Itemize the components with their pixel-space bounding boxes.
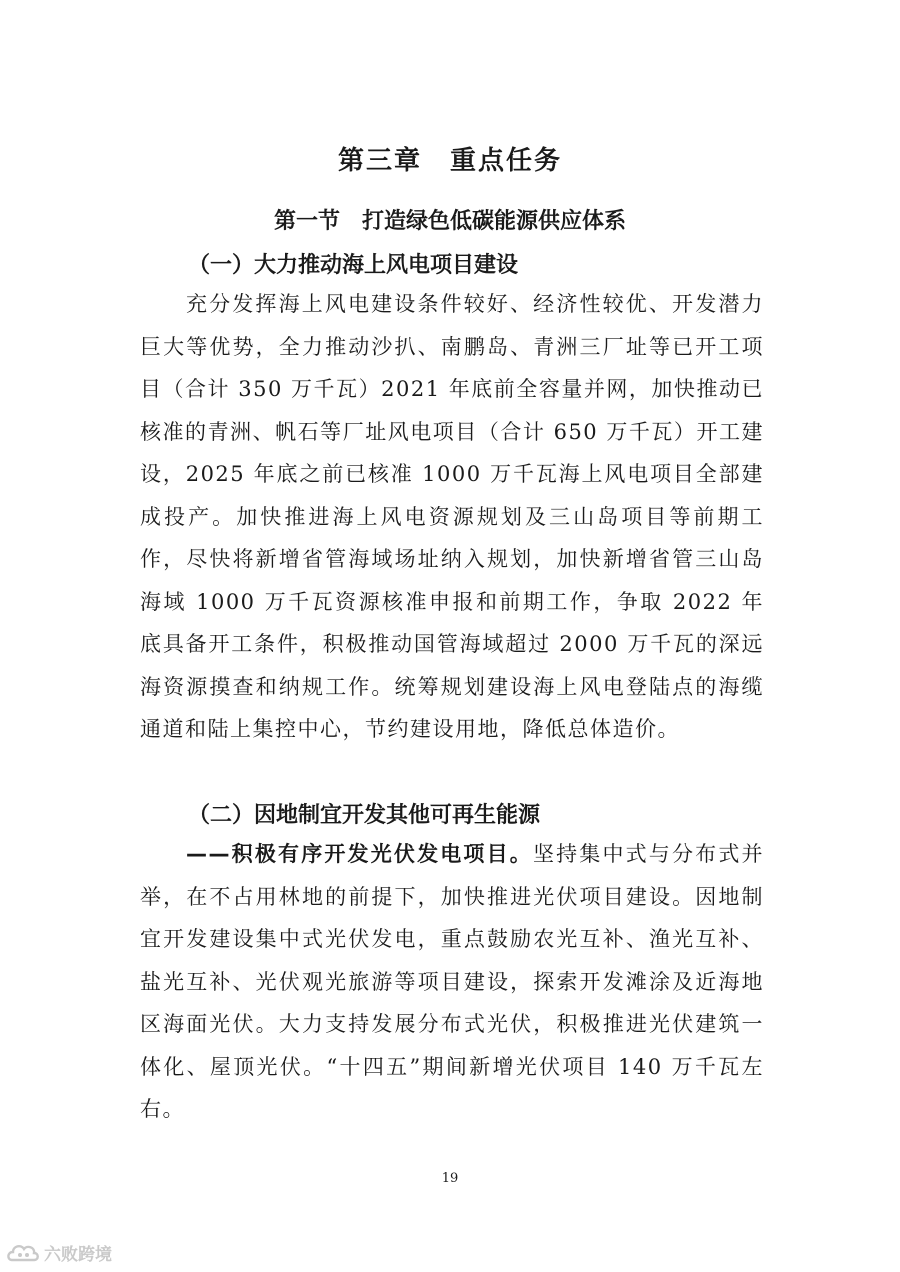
watermark-text: 六败跨境 bbox=[44, 1245, 112, 1265]
section-title: 第一节 打造绿色低碳能源供应体系 bbox=[273, 209, 626, 234]
watermark bbox=[6, 1240, 112, 1265]
paragraph-solar bbox=[140, 833, 764, 1131]
paragraph-lead: ——积极有序开发光伏发电项目。 bbox=[186, 842, 533, 866]
paragraph-offshore-wind: 充分发挥海上风电建设条件较好、经济性较优、开发潜力巨大等优势，全力推动沙扒、南鹏岛、青洲三厂址等已开工项目（合计 350 万千瓦）2021 年底前全容量并网，加快推动已核准的青洲、帆石等厂址风电项目（合计 650 万千瓦）开工建设，2025 年底之前已核准 1000 万千瓦海上风电项目全部建成投产。加快推进海上风电资源规划及三山岛项目等前期工作，尽快将新增省管海域场址纳入规划，加快新增省管三山岛海域 1000 万千瓦资源核准申报和前期工作，争取 2022 年底具备开工条件，积极推动国管海域超过 2000 万千瓦的深远海资源摸查和纳规工作。统筹规划建设海上风电登陆点的海缆通道和陆上集控中心，节约建设用地，降低总体造价。 bbox=[140, 292, 764, 741]
subsection-title-2: （二）因地制宜开发其他可再生能源 bbox=[188, 803, 541, 828]
page-number: 19 bbox=[441, 1171, 459, 1186]
chapter-title: 第三章 重点任务 bbox=[337, 146, 562, 176]
subsection-title-1: （一）大力推动海上风电项目建设 bbox=[188, 253, 519, 278]
paragraph-body: 坚持集中式与分布式并举，在不占用林地的前提下，加快推进光伏项目建设。因地制宜开发建设集中式光伏发电，重点鼓励农光互补、渔光互补、盐光互补、光伏观光旅游等项目建设，探索开发滩涂及近海地区海面光伏。大力支持发展分布式光伏，积极推进光伏建筑一体化、屋顶光伏。“十四五”期间新增光伏项目 140 万千瓦左右。 bbox=[140, 842, 765, 1121]
cloud-logo-icon bbox=[6, 1242, 40, 1264]
